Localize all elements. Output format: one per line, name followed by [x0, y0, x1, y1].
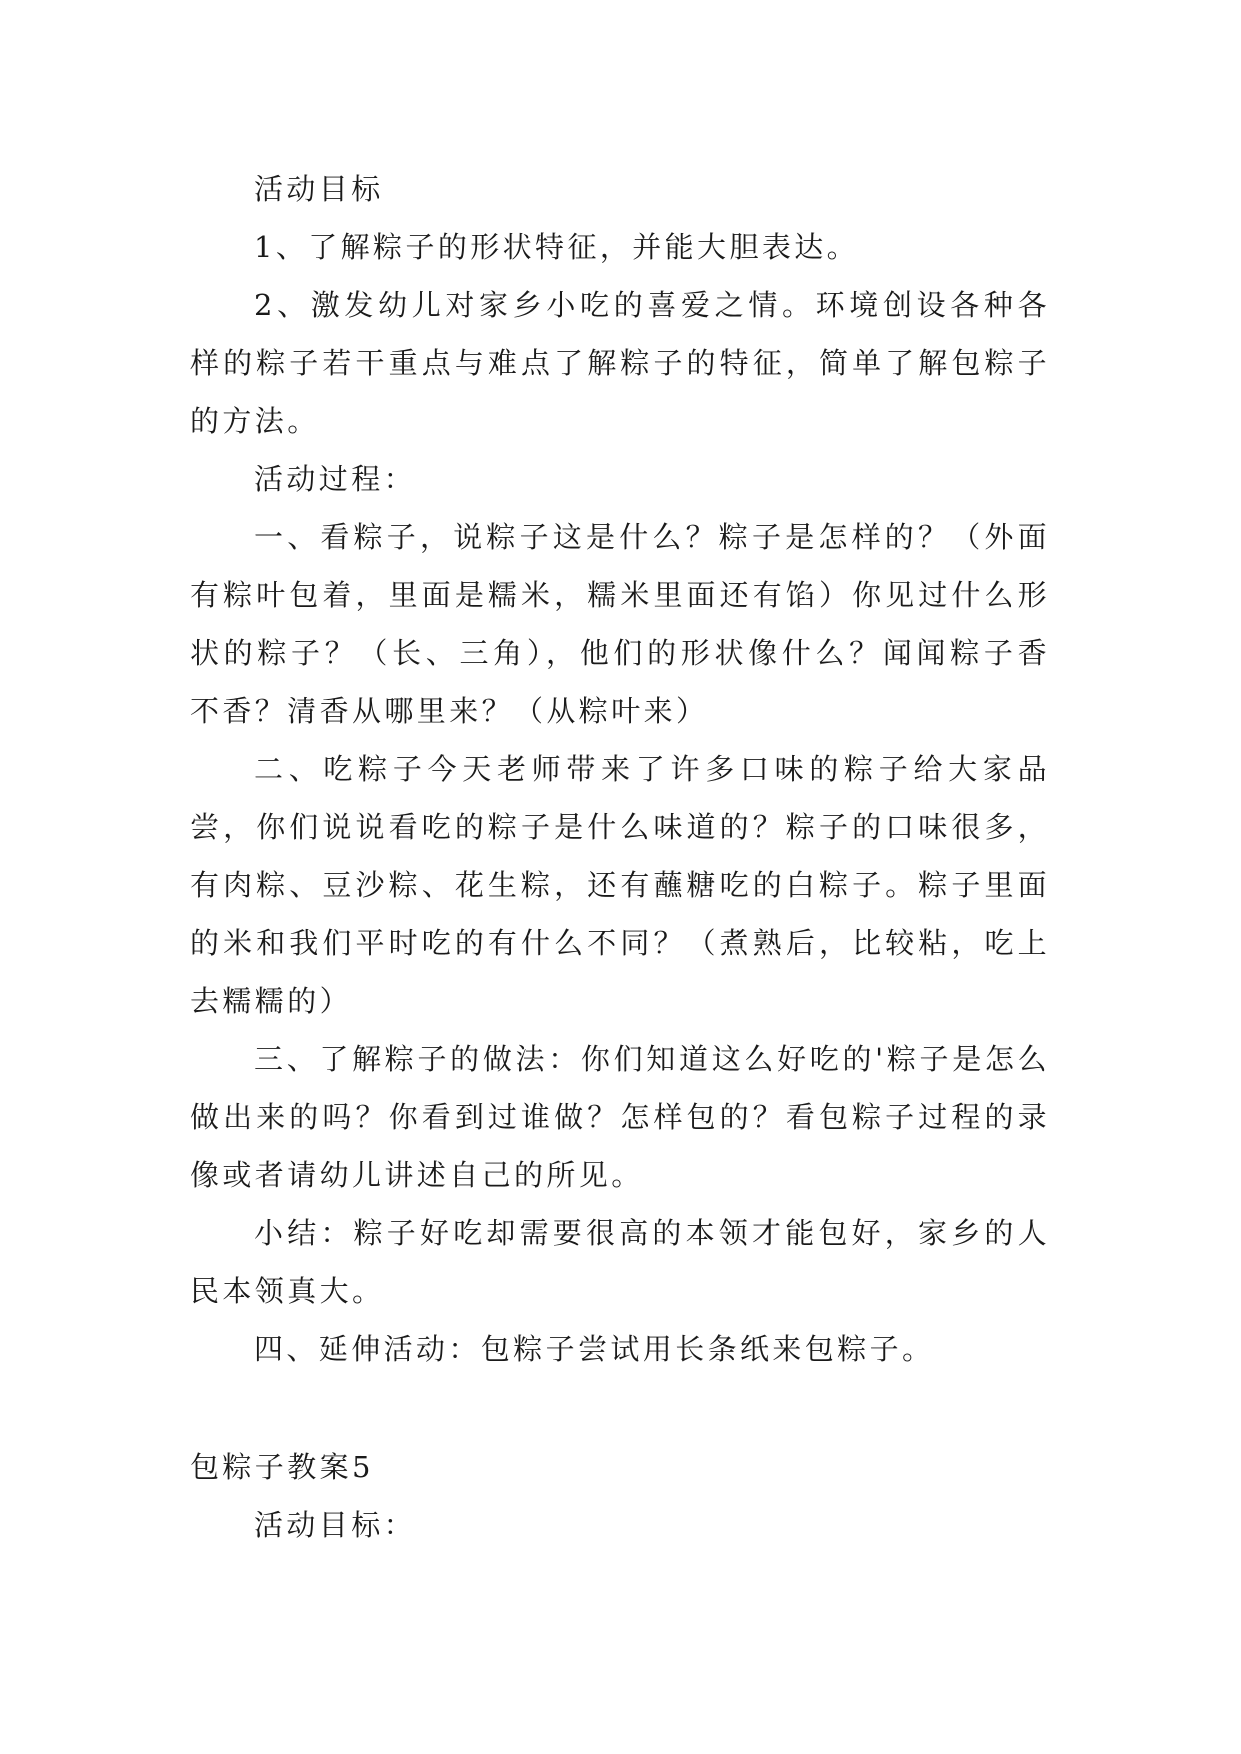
paragraph-summary: 小结：粽子好吃却需要很高的本领才能包好，家乡的人民本领真大。	[190, 1216, 1050, 1308]
paragraph-goal-2: 2、激发幼儿对家乡小吃的喜爱之情。环境创设各种各样的粽子若干重点与难点了解粽子的特征，简单了解包粽子的方法。	[190, 288, 1050, 438]
section-gap	[190, 1378, 1050, 1438]
paragraph-step-2: 二、吃粽子今天老师带来了许多口味的粽子给大家品尝，你们说说看吃的粽子是什么味道的？粽子的口味很多，有肉粽、豆沙粽、花生粽，还有蘸糖吃的白粽子。粽子里面的米和我们平时吃的有什么不同？（煮熟后，比较粘，吃上去糯糯的）	[190, 752, 1050, 1018]
document-body	[190, 160, 1050, 1554]
paragraph-activity-goals: 活动目标	[254, 172, 384, 206]
paragraph-goal-1: 1、了解粽子的形状特征，并能大胆表达。	[254, 230, 860, 264]
section-title: 包粽子教案5	[190, 1450, 374, 1484]
section-first-line: 活动目标：	[254, 1508, 417, 1542]
paragraph-step-3: 三、了解粽子的做法：你们知道这么好吃的'粽子是怎么做出来的吗？你看到过谁做？怎样包的？看包粽子过程的录像或者请幼儿讲述自己的所见。	[190, 1042, 1050, 1192]
paragraph-step-4: 四、延伸活动：包粽子尝试用长条纸来包粽子。	[254, 1332, 935, 1366]
paragraph-activity-process: 活动过程：	[254, 462, 417, 496]
paragraph-step-1: 一、看粽子，说粽子这是什么？粽子是怎样的？（外面有粽叶包着，里面是糯米，糯米里面还有馅）你见过什么形状的粽子？（长、三角），他们的形状像什么？闻闻粽子香不香？清香从哪里来？（从粽叶来）	[190, 520, 1050, 728]
